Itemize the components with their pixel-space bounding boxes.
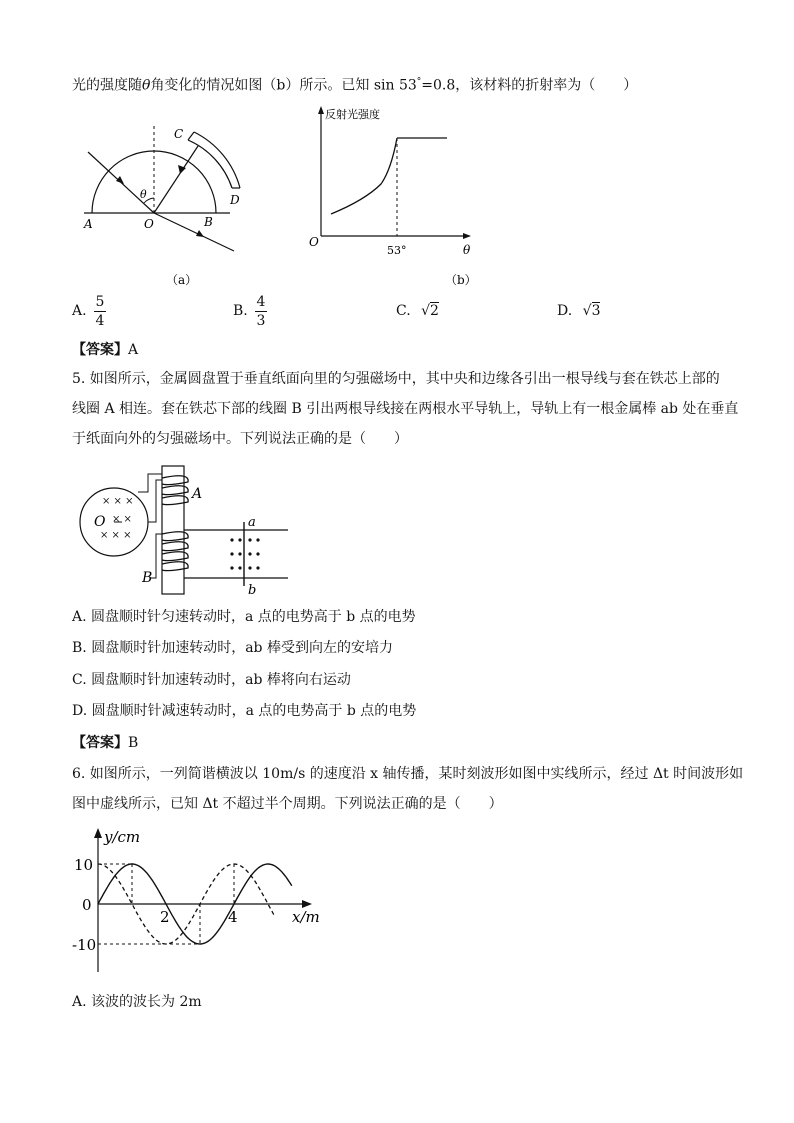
detector-arc-inner xyxy=(188,140,232,188)
wave-ylabel: y/cm xyxy=(104,828,141,846)
q4-answer: 【答案】A xyxy=(72,342,139,358)
label-a: a xyxy=(248,515,256,530)
label-B: B xyxy=(204,215,213,229)
q5-answer: 【答案】B xyxy=(72,735,139,751)
label-A: A xyxy=(192,486,203,502)
q4-option-B: B. xyxy=(233,303,248,319)
fig-b-ylabel: 反射光强度 xyxy=(325,108,380,121)
field-dots xyxy=(230,538,259,569)
svg-text:× ×: × × xyxy=(112,514,132,525)
reflected-ray xyxy=(154,146,198,213)
figure-b xyxy=(305,104,485,294)
q4-option-A: A. xyxy=(72,303,87,319)
wave-ytick-zero: 0 xyxy=(82,896,92,914)
q5-option-A: A. 圆盘顺时针匀速转动时，a 点的电势高于 b 点的电势 xyxy=(72,609,416,625)
q5-option-D: D. 圆盘顺时针减速转动时，a 点的电势高于 b 点的电势 xyxy=(72,703,417,719)
q5-option-C: C. 圆盘顺时针加速转动时，ab 棒将向右运动 xyxy=(72,672,351,688)
q6-option-A: A. 该波的波长为 2m xyxy=(72,994,202,1010)
label-C: C xyxy=(174,127,184,141)
q6-stem-line2: 图中虚线所示，已知 Δt 不超过半个周期。下列说法正确的是（ ） xyxy=(72,796,503,812)
wave-ytick-top: 10 xyxy=(74,856,94,874)
q5-stem-line3: 于纸面向外的匀强磁场中。下列说法正确的是（ ） xyxy=(72,431,408,447)
incident-arrow xyxy=(116,176,124,184)
figure-q6-wave xyxy=(72,826,342,976)
detector-arc-outer xyxy=(194,132,240,188)
caption-a: （a） xyxy=(166,273,198,287)
intensity-curve xyxy=(331,138,397,214)
q6-stem-line1: 6. 如图所示，一列简谐横波以 10m/s 的速度沿 x 轴传播，某时刻波形如图中实线所示，经过 Δt 时间波形如 xyxy=(72,766,744,782)
q5-option-B: B. 圆盘顺时针加速转动时，ab 棒受到向左的安培力 xyxy=(72,640,393,656)
label-theta: θ xyxy=(140,188,147,201)
wave-xlabel: x/m xyxy=(292,908,320,926)
svg-text:× × ×: × × × xyxy=(102,496,134,507)
fig-b-origin: O xyxy=(309,235,319,249)
label-A: A xyxy=(84,217,93,231)
wave-xtick-4: 4 xyxy=(228,908,238,926)
q4-option-B-fraction: 4 3 xyxy=(256,294,266,329)
fig-b-xlabel: θ xyxy=(463,243,471,257)
q4-option-D: D. √3 xyxy=(557,303,601,319)
q4-option-A-fraction: 5 4 xyxy=(95,294,105,329)
wave-xtick-2: 2 xyxy=(160,908,170,926)
q5-stem-line2: 线圈 A 相连。套在铁芯下部的线圈 B 引出两根导线接在两根水平导轨上，导轨上有一根金属棒 ab 处在垂直 xyxy=(72,401,739,417)
q5-stem-line1: 5. 如图所示，金属圆盘置于垂直纸面向里的匀强磁场中，其中央和边缘各引出一根导线与套在铁芯上部的 xyxy=(72,371,720,387)
refracted-ray xyxy=(154,213,234,251)
label-b: b xyxy=(248,583,257,598)
wave-ytick-bottom: -10 xyxy=(72,936,97,954)
label-B: B xyxy=(142,570,153,586)
svg-text:× × ×: × × × xyxy=(100,530,132,541)
label-O: O xyxy=(94,514,106,530)
q4-option-C: C. √2 xyxy=(396,303,439,319)
fig-b-tick: 53° xyxy=(387,244,407,257)
label-D: D xyxy=(230,193,240,207)
label-O: O xyxy=(144,217,154,231)
figure-q5 xyxy=(78,462,298,602)
figure-a xyxy=(80,118,265,293)
q4-stem: 光的强度随θ角变化的情况如图（b）所示。已知 sin 53°=0.8，该材料的折射率为（ ） xyxy=(72,77,638,94)
caption-b: （b） xyxy=(445,273,477,287)
